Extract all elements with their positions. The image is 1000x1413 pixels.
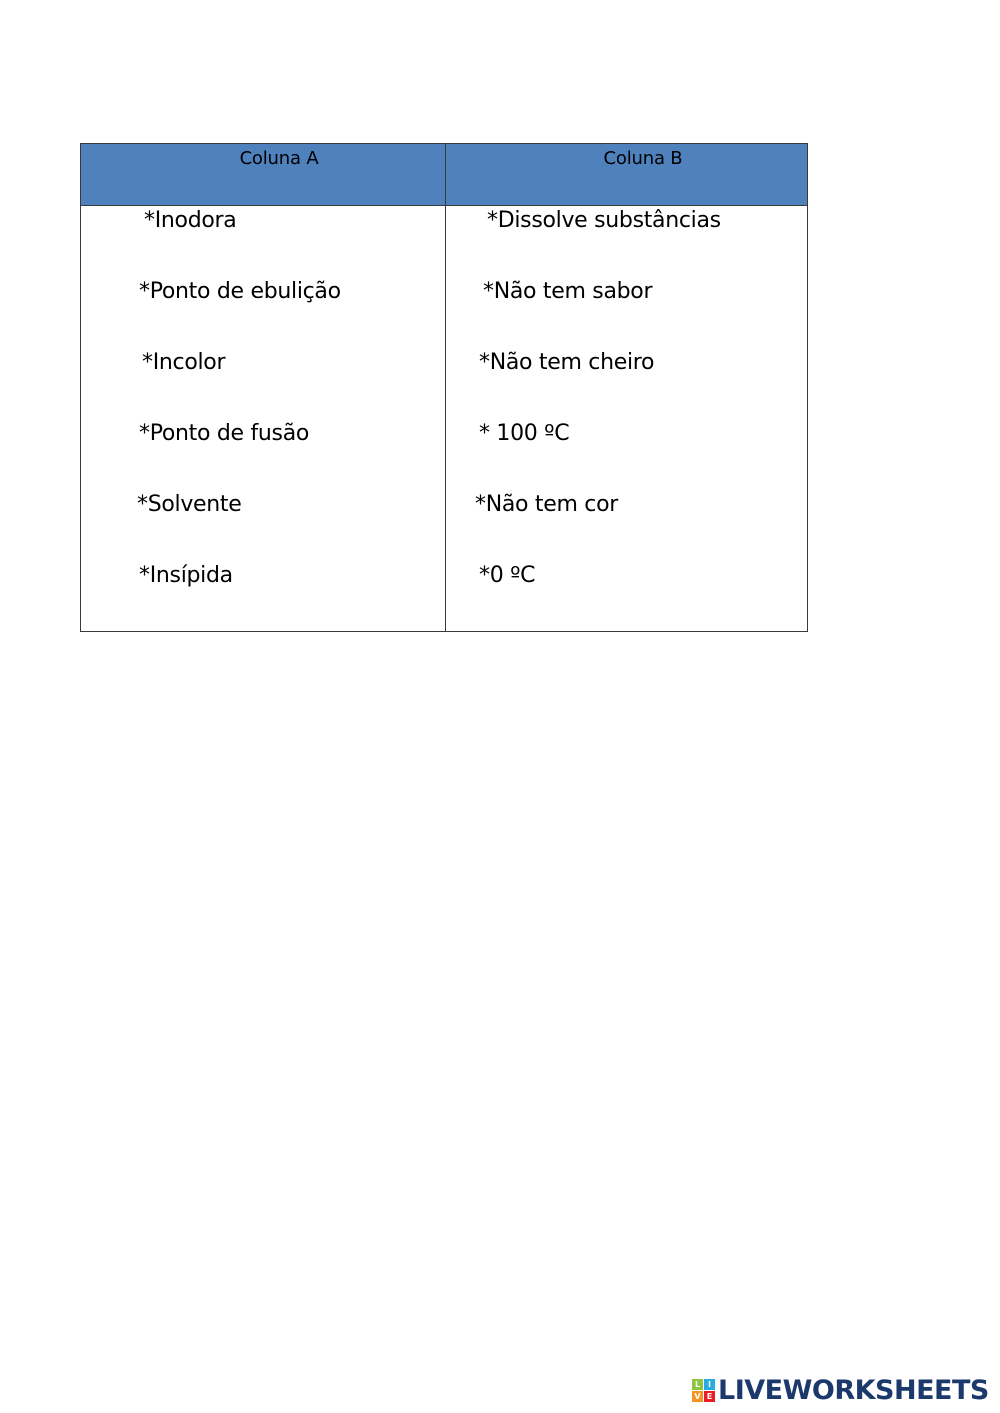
column-b-item: *Não tem cheiro <box>479 350 655 375</box>
column-a-item: *Inodora <box>144 208 237 233</box>
column-a-item: *Insípida <box>139 563 233 588</box>
column-b-header: Coluna B <box>603 148 683 169</box>
column-b-item: *Não tem sabor <box>483 279 653 304</box>
column-divider <box>445 144 446 631</box>
table-header <box>81 144 807 206</box>
logo-mark-icon <box>692 1379 715 1402</box>
logo-mark-letter: E <box>704 1391 715 1402</box>
column-a-item: *Solvente <box>137 492 242 517</box>
column-a-header: Coluna A <box>239 148 319 169</box>
column-b-item: *Dissolve substâncias <box>487 208 721 233</box>
column-b-item: *0 ºC <box>479 563 536 588</box>
matching-table <box>80 143 808 632</box>
logo-mark-letter: I <box>704 1379 715 1390</box>
column-b-item: *Não tem cor <box>475 492 618 517</box>
column-a-item: *Ponto de ebulição <box>139 279 341 304</box>
column-a-item: *Ponto de fusão <box>139 421 310 446</box>
column-a-item: *Incolor <box>142 350 226 375</box>
column-b-item: * 100 ºC <box>479 421 570 446</box>
logo-mark-letter: L <box>692 1379 703 1390</box>
logo-mark-letter: V <box>692 1391 703 1402</box>
logo-text: LIVEWORKSHEETS <box>718 1374 989 1406</box>
liveworksheets-logo <box>692 1373 989 1407</box>
